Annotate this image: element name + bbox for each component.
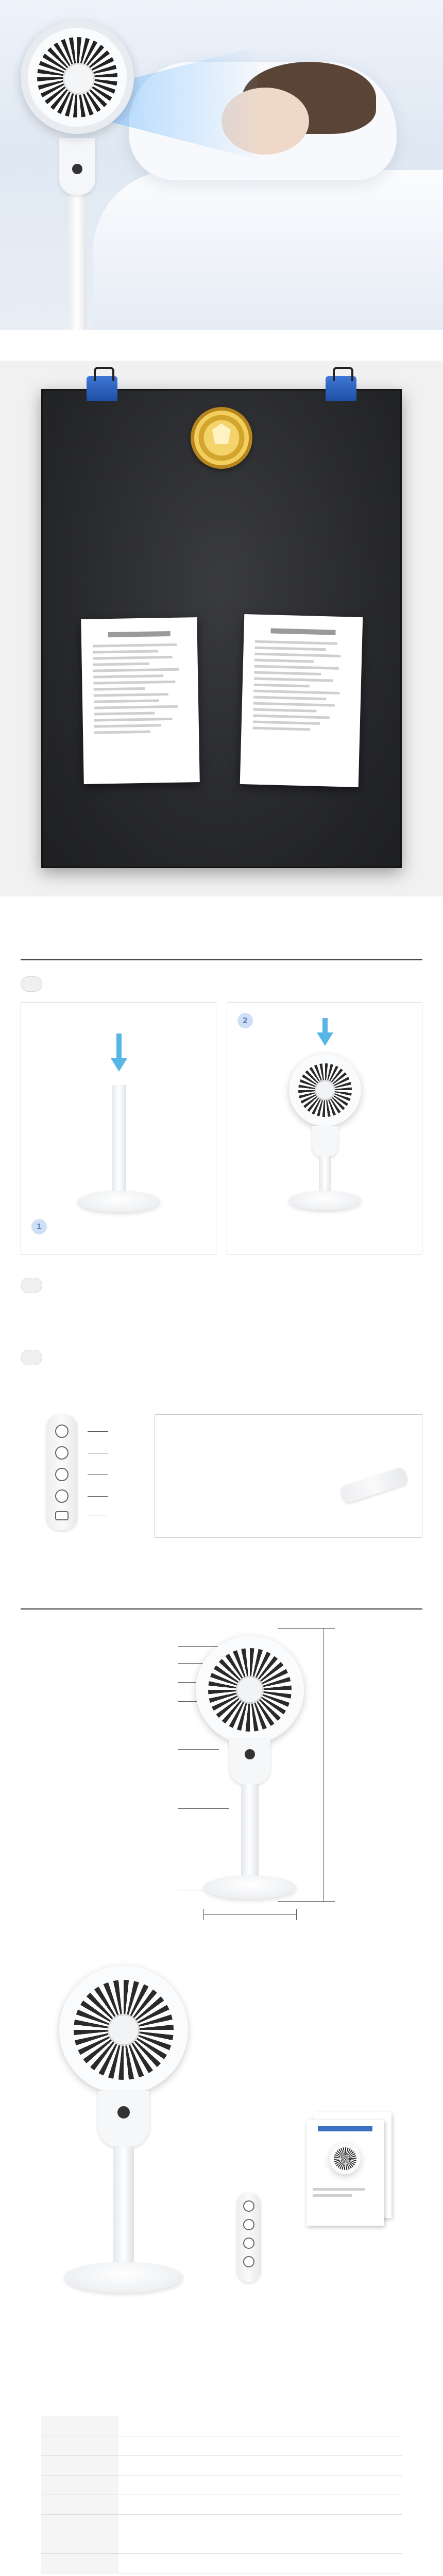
diagram-control-housing [229, 1739, 270, 1785]
hero-fan-pole [68, 191, 87, 330]
table-row [41, 2534, 402, 2553]
spec-key [41, 2475, 118, 2495]
leader-control-panel [178, 1749, 219, 1750]
binder-clip-right [326, 376, 356, 401]
spec-key [41, 2455, 118, 2475]
set-fan-stand [113, 2146, 134, 2269]
spec-table [41, 2416, 402, 2573]
set-fan-control [98, 2091, 149, 2147]
certificate-document-right [240, 614, 363, 787]
spec-key [41, 2495, 118, 2514]
components-heading-rule [21, 1608, 422, 1609]
certification-medal-icon [191, 407, 252, 469]
spec-value [118, 2436, 402, 2455]
set-fan-base [64, 2262, 183, 2293]
manual-fan-icon [330, 2143, 361, 2174]
step-number-2: 2 [237, 1013, 253, 1028]
remote-power-icon [55, 1425, 69, 1438]
table-row [41, 2495, 402, 2514]
set-fan-head [59, 1965, 188, 2094]
table-row [41, 2455, 402, 2475]
height-dim-bottom [278, 1901, 335, 1902]
diagram-fan-head [196, 1636, 304, 1744]
down-arrow-icon-2 [317, 1032, 333, 1046]
hero-banner [0, 0, 443, 330]
spec-value [118, 2416, 402, 2436]
brand-logo [111, 1986, 137, 1992]
spec-value [118, 2455, 402, 2475]
hero-fan-control-dot [72, 164, 82, 174]
hero-fan-head [21, 21, 134, 134]
diagram-hub [236, 1676, 264, 1704]
stand-pole-graphic [112, 1085, 126, 1198]
set-remote [237, 2192, 261, 2282]
remote-mode-icon [55, 1511, 69, 1520]
base-graphic-2 [289, 1191, 361, 1210]
remote-timer-icon [55, 1489, 69, 1503]
diagram-stand [241, 1784, 259, 1882]
height-dim-line [323, 1628, 324, 1901]
timer-tag [21, 1278, 42, 1293]
spec-value [118, 2475, 402, 2495]
remote-legend-column [88, 1414, 112, 1530]
remote-fan-icon [55, 1446, 69, 1460]
width-dim-line [203, 1914, 296, 1915]
control-dial-icon [245, 1749, 255, 1759]
table-row [41, 2514, 402, 2534]
usage-heading-rule [21, 959, 422, 960]
down-arrow-stem-2 [322, 1018, 328, 1033]
hero-blanket [93, 170, 443, 330]
height-dim-top [278, 1628, 335, 1629]
remote-side-view [339, 1467, 408, 1504]
spec-key [41, 2553, 118, 2573]
down-arrow-icon [111, 1058, 127, 1072]
down-arrow-stem [116, 1033, 122, 1059]
step-number-1: 1 [31, 1219, 47, 1234]
spec-value [118, 2495, 402, 2514]
assembly-tag [21, 976, 42, 992]
spec-key [41, 2436, 118, 2455]
wind-tag [21, 1350, 42, 1365]
width-dim-right [296, 1909, 297, 1920]
certificate-document-left [81, 617, 200, 784]
set-control-dial-icon [117, 2106, 130, 2119]
assembly-step-1 [21, 1002, 216, 1255]
battery-replacement-box [155, 1414, 422, 1538]
set-manual [306, 2120, 384, 2226]
table-row [41, 2553, 402, 2573]
spec-key [41, 2416, 118, 2436]
binder-clip-left [87, 376, 117, 401]
set-remote-button-1 [243, 2200, 254, 2212]
table-row [41, 2436, 402, 2455]
base-graphic [78, 1191, 160, 1212]
spec-key [41, 2514, 118, 2534]
set-remote-button-3 [243, 2238, 254, 2249]
remote-illustration [46, 1414, 77, 1530]
fan-head-graphic [289, 1054, 361, 1126]
set-fan-hub [108, 2014, 140, 2046]
set-remote-button-4 [243, 2256, 254, 2267]
leader-head [178, 1701, 198, 1702]
table-row [41, 2475, 402, 2495]
assembly-step-2 [227, 1002, 422, 1255]
spec-value [118, 2553, 402, 2573]
spec-key [41, 2534, 118, 2553]
fan-neck-graphic [312, 1126, 338, 1157]
leader-stand [178, 1808, 229, 1809]
spec-value [118, 2534, 402, 2553]
spec-value [118, 2514, 402, 2534]
certification-section [0, 361, 443, 896]
diagram-base [203, 1875, 296, 1899]
set-remote-button-2 [243, 2219, 254, 2230]
table-row [41, 2416, 402, 2436]
remote-swing-icon [55, 1468, 69, 1481]
